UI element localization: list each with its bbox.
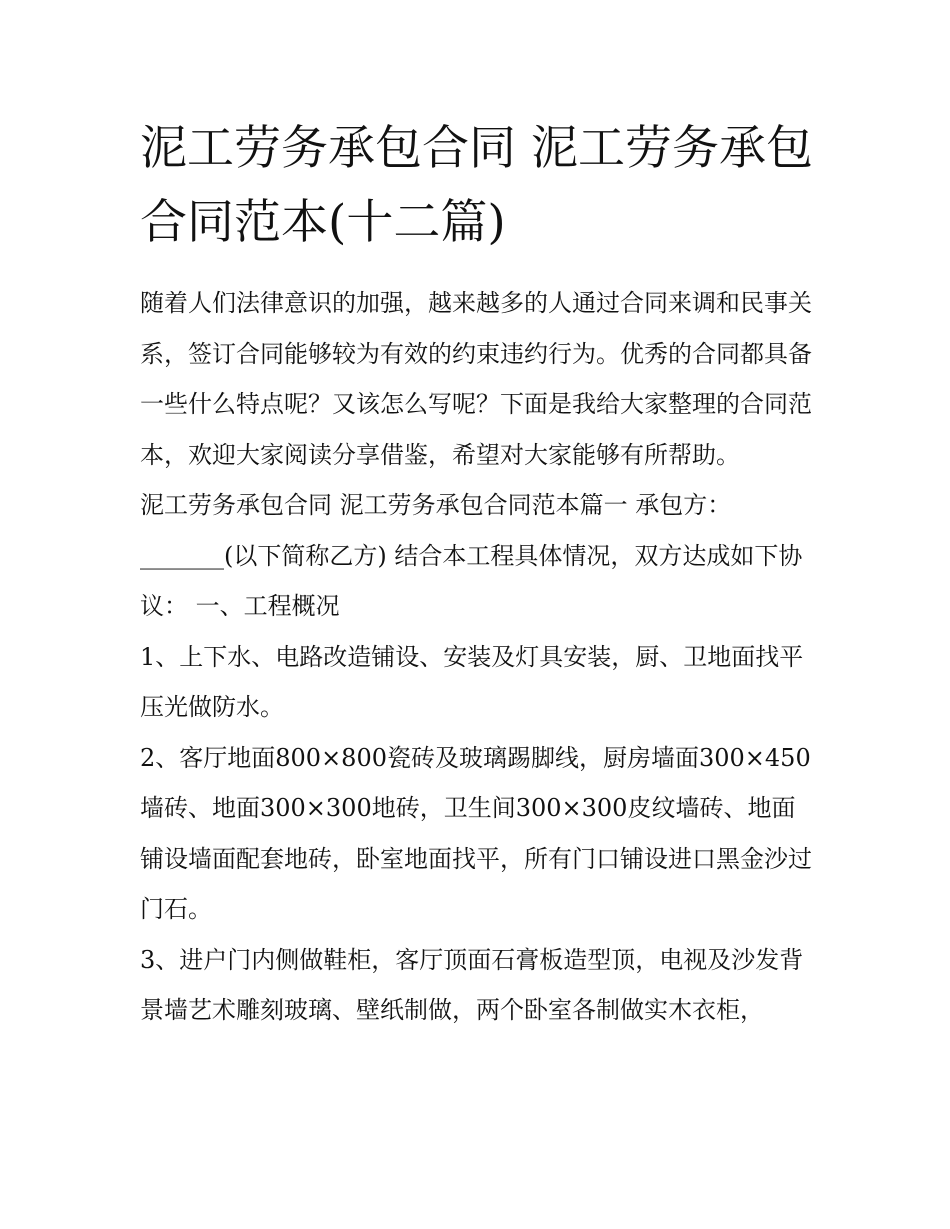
paragraph-item-3: 3、进户门内侧做鞋柜，客厅顶面石膏板造型顶，电视及沙发背景墙艺术雕刻玻璃、壁纸制做，两个卧室各制做实木衣柜， <box>140 945 804 1024</box>
document-title: 泥工劳务承包合同 泥工劳务承包合同范本(十二篇) <box>140 121 813 250</box>
document-body <box>140 278 816 1036</box>
paragraph-contract-opening: 泥工劳务承包合同 泥工劳务承包合同范本篇一 承包方：_______(以下简称乙方) 结合本工程具体情况，双方达成如下协议： 一、工程概况 <box>140 491 803 620</box>
paragraph-intro: 随着人们法律意识的加强，越来越多的人通过合同来调和民事关系，签订合同能够较为有效的约束违约行为。优秀的合同都具备一些什么特点呢？又该怎么写呢？下面是我给大家整理的合同范本，欢迎大家阅读分享借鉴，希望对大家能够有所帮助。 <box>140 289 812 469</box>
paragraph-item-1: 1、上下水、电路改造铺设、安装及灯具安装，厨、卫地面找平压光做防水。 <box>140 642 804 721</box>
paragraph-item-2: 2、客厅地面800×800瓷砖及玻璃踢脚线，厨房墙面300×450墙砖、地面300×300地砖，卫生间300×300皮纹墙砖、地面铺设墙面配套地砖，卧室地面找平，所有门口铺设进口黑金沙过门石。 <box>140 743 812 923</box>
document-page <box>140 112 816 1036</box>
